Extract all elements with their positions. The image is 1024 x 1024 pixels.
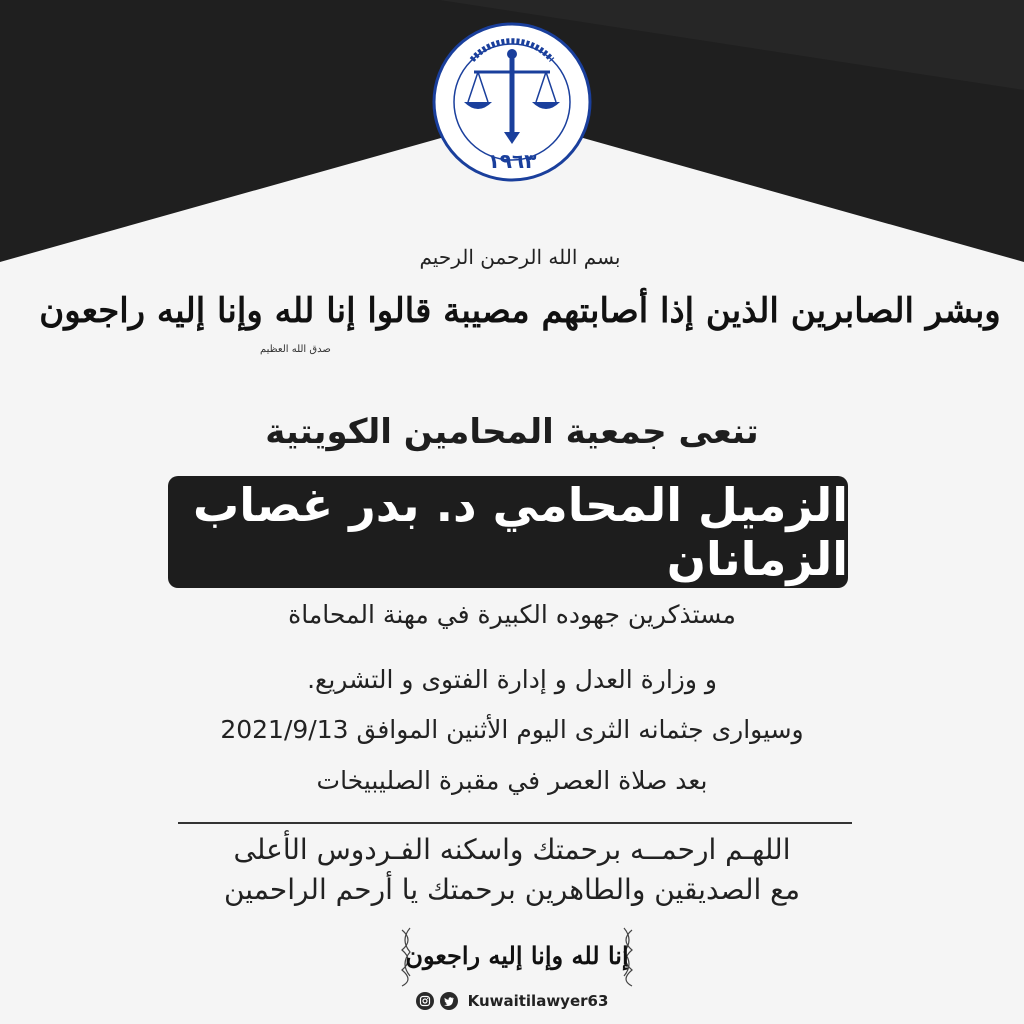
closing-text: إنا لله وإنا إليه راجعون [405,941,629,970]
announcement-line-4: بعد صلاة العصر في مقبرة الصليبيخات [316,766,708,795]
logo-year: ١٩٦٣ [487,149,537,173]
deceased-name: الزميل المحامي د. بدر غصاب الزمانان [192,478,848,586]
prayer-line-2: مع الصديقين والطاهرين برحمتك يا أرحم الراحمين [223,873,801,906]
announcement-line-3: وسيوارى جثمانه الثرى اليوم الأثنين الموافق 2021/9/13 [220,715,804,744]
footer [0,992,1024,1010]
verse-text: وبشر الصابرين الذين إذا أصابتهم مصيبة قالوا إنا لله وإنا إليه راجعون [39,291,1001,331]
association-logo [432,22,592,182]
verse-calligraphy [39,230,1001,360]
announcement-line-2: و وزارة العدل و إدارة الفتوى و التشريع. [307,665,717,694]
announcement-heading: تنعى جمعية المحامين الكويتية [265,412,759,452]
twitter-icon[interactable] [440,992,458,1010]
announcement-line-1: مستذكرين جهوده الكبيرة في مهنة المحاماة [288,600,736,629]
social-handle[interactable]: Kuwaitilawyer63 [467,992,609,1010]
verse-source: صدق الله العظيم [260,344,331,355]
prayer-line-1: اللهـم ارحمــه برحمتك واسكنه الفـردوس الأعلى [233,833,791,866]
deceased-name-box [168,476,848,588]
basmala: بسم الله الرحمن الرحيم [419,245,621,269]
divider [178,822,852,824]
instagram-icon[interactable] [416,992,434,1010]
closing-calligraphy [392,918,642,988]
